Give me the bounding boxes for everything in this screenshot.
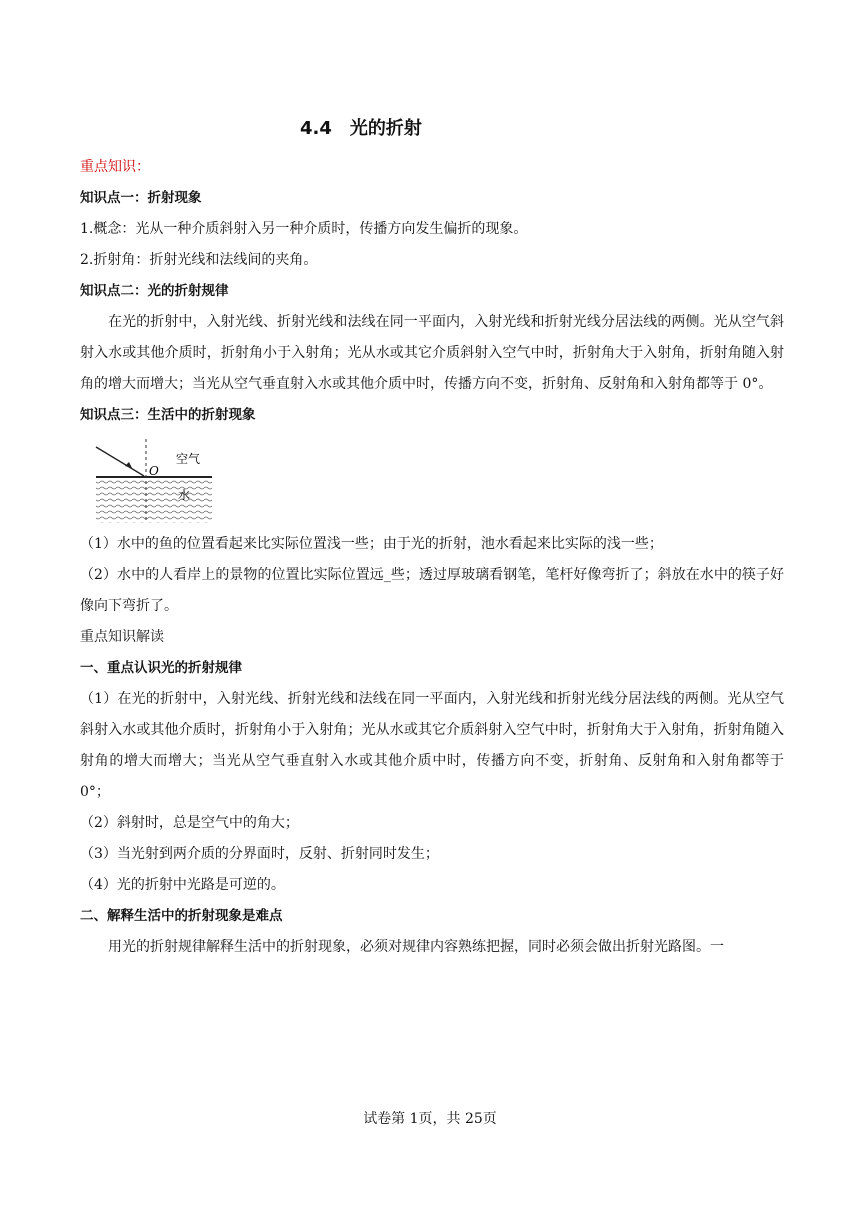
- part2-paragraph: 用光的折射规律解释生活中的折射现象，必须对规律内容熟练把握，同时必须会做出折射光路图。一: [108, 939, 724, 955]
- kp1-heading: 知识点一：折射现象: [80, 190, 202, 206]
- section-heading: 重点知识：: [80, 159, 150, 175]
- water-region: [96, 477, 212, 523]
- air-label: 空气: [176, 452, 201, 466]
- point-o-label: O: [149, 464, 159, 478]
- reading-heading: 重点知识解读: [80, 629, 164, 645]
- page-title: 4.4 光的折射: [300, 118, 422, 139]
- water-label: 水: [178, 488, 191, 502]
- part2-heading: 二、解释生活中的折射现象是难点: [80, 908, 283, 924]
- part1-item: （3）当光射到两介质的分界面时，反射、折射同时发生；: [80, 846, 439, 862]
- kp3-heading: 知识点三：生活中的折射现象: [80, 407, 256, 423]
- part1-item: （1）在光的折射中，入射光线、折射光线和法线在同一平面内，入射光线和折射光线分居法线的两侧。光从空气斜射入水或其他介质时，折射角小于入射角；光从水或其它介质斜射入空气中时，折射角大于入射角，折射角随入射角的增大而增大；当光从空气垂直射入水或其他介质中时，传播方向不变，折射角、反射角和入射角都等于 0°；: [80, 691, 784, 800]
- kp2-heading: 知识点二：光的折射规律: [80, 283, 229, 299]
- kp3-item: （1）水中的鱼的位置看起来比实际位置浅一些；由于光的折射，池水看起来比实际的浅一些；: [80, 536, 663, 552]
- kp1-item: 2.折射角：折射光线和法线间的夹角。: [80, 252, 318, 268]
- part1-heading: 一、重点认识光的折射规律: [80, 660, 242, 676]
- kp3-item: （2）水中的人看岸上的景物的位置比实际位置远_些；透过厚玻璃看钢笔，笔杆好像弯折了；斜放在水中的筷子好像向下弯折了。: [80, 567, 784, 614]
- part1-item: （4）光的折射中光路是可逆的。: [80, 877, 285, 893]
- page-footer: 试卷第 1页，共 25页: [363, 1111, 497, 1127]
- incident-ray: [96, 447, 144, 476]
- part1-item: （2）斜射时，总是空气中的角大；: [80, 815, 299, 831]
- kp2-paragraph: 在光的折射中，入射光线、折射光线和法线在同一平面内，入射光线和折射光线分居法线的两侧。光从空气斜射入水或其他介质时，折射角小于入射角；光从水或其它介质斜射入空气中时，折射角大于入射角，折射角随入射角的增大而增大；当光从空气垂直射入水或其他介质中时，传播方向不变，折射角、反射角和入射角都等于 0°。: [80, 314, 784, 392]
- refraction-figure: [80, 437, 784, 527]
- refraction-diagram: [92, 437, 222, 527]
- kp1-item: 1.概念：光从一种介质斜射入另一种介质时，传播方向发生偏折的现象。: [80, 221, 528, 237]
- document-body: [80, 152, 784, 963]
